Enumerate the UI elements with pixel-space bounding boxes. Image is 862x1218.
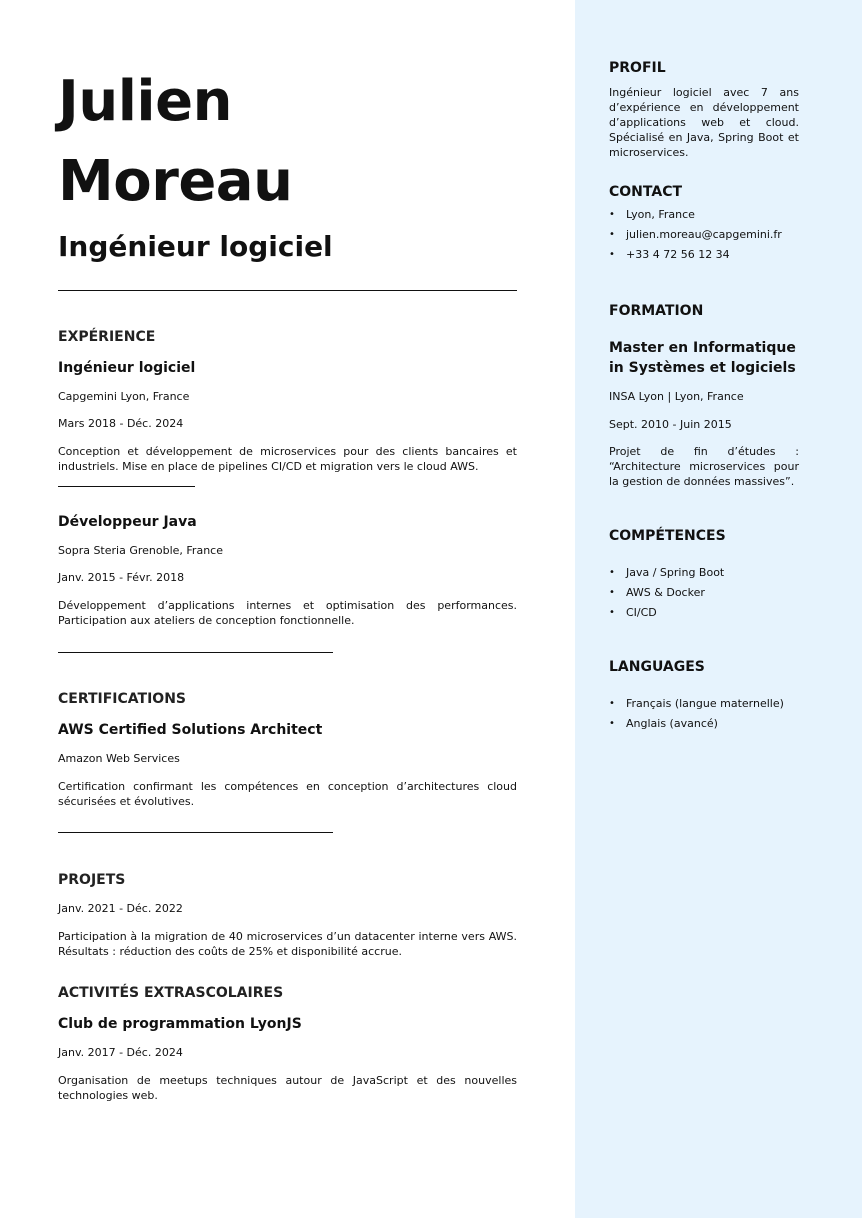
profile-text: Ingénieur logiciel avec 7 ans d’expérience en développement d’applications web et cloud. Spécialisé en Java, Spring Boot et microservices.	[609, 86, 799, 159]
language-item: • Anglais (avancé)	[609, 714, 809, 734]
certification-title: AWS Certified Solutions Architect	[58, 722, 323, 738]
last-name: Moreau	[58, 149, 293, 214]
project-description: Participation à la migration de 40 microservices d’un datacenter interne vers AWS. Résultats : réduction des coûts de 25% et disponibilité accrue.	[58, 930, 517, 958]
job-headline: Ingénieur logiciel	[58, 230, 333, 263]
skills-heading: COMPÉTENCES	[609, 528, 726, 544]
certification-issuer: Amazon Web Services	[58, 752, 180, 765]
activity-title: Club de programmation LyonJS	[58, 1016, 302, 1032]
contact-heading: CONTACT	[609, 184, 683, 200]
education-school: INSA Lyon | Lyon, France	[609, 390, 744, 403]
projects-heading: PROJETS	[58, 872, 126, 888]
extracurricular-heading: ACTIVITÉS EXTRASCOLAIRES	[58, 985, 284, 1001]
certification-description: Certification confirmant les compétences en conception d’architectures cloud sécurisées et évolutives.	[58, 780, 517, 808]
contact-location: • Lyon, France	[609, 205, 809, 225]
job-1-title: Ingénieur logiciel	[58, 360, 196, 376]
job-2-dates: Janv. 2015 - Févr. 2018	[58, 571, 185, 584]
candidate-name	[58, 62, 517, 222]
language-item: • Français (langue maternelle)	[609, 694, 809, 714]
experience-heading: EXPÉRIENCE	[58, 329, 156, 345]
skills-list	[609, 563, 809, 623]
job-2-company: Sopra Steria Grenoble, France	[58, 544, 223, 557]
job-divider	[58, 486, 195, 487]
contact-email[interactable]: • julien.moreau@capgemini.fr	[609, 225, 809, 245]
skill-item: • AWS & Docker	[609, 583, 809, 603]
job-2-description: Développement d’applications internes et optimisation des performances. Participation aux ateliers de conception fonctionnelle.	[58, 599, 517, 627]
certifications-heading: CERTIFICATIONS	[58, 691, 187, 707]
contact-phone[interactable]: • +33 4 72 56 12 34	[609, 245, 809, 265]
contact-list	[609, 205, 809, 265]
education-heading: FORMATION	[609, 303, 704, 319]
job-2-title: Développeur Java	[58, 514, 197, 530]
job-1-description: Conception et développement de microservices pour des clients bancaires et industriels. Mise en place de pipelines CI/CD et migration vers le cloud AWS.	[58, 445, 517, 473]
section-divider	[58, 832, 333, 833]
section-divider	[58, 652, 333, 653]
project-dates: Janv. 2021 - Déc. 2022	[58, 902, 183, 915]
activity-description: Organisation de meetups techniques autour de JavaScript et des nouvelles technologies web.	[58, 1074, 517, 1102]
education-dates: Sept. 2010 - Juin 2015	[609, 418, 732, 431]
profile-heading: PROFIL	[609, 60, 666, 76]
education-degree: Master en Informatique in Systèmes et logiciels	[609, 340, 796, 376]
job-1-company: Capgemini Lyon, France	[58, 390, 190, 403]
skill-item: • CI/CD	[609, 603, 809, 623]
education-project: Projet de fin d’études : “Architecture microservices pour la gestion de données massives”.	[609, 445, 799, 488]
job-1-dates: Mars 2018 - Déc. 2024	[58, 417, 184, 430]
activity-dates: Janv. 2017 - Déc. 2024	[58, 1046, 183, 1059]
first-name: Julien	[58, 69, 232, 134]
sidebar	[575, 0, 862, 1218]
skill-item: • Java / Spring Boot	[609, 563, 809, 583]
languages-heading: LANGUAGES	[609, 659, 705, 675]
header-divider	[58, 290, 517, 291]
languages-list	[609, 694, 809, 734]
